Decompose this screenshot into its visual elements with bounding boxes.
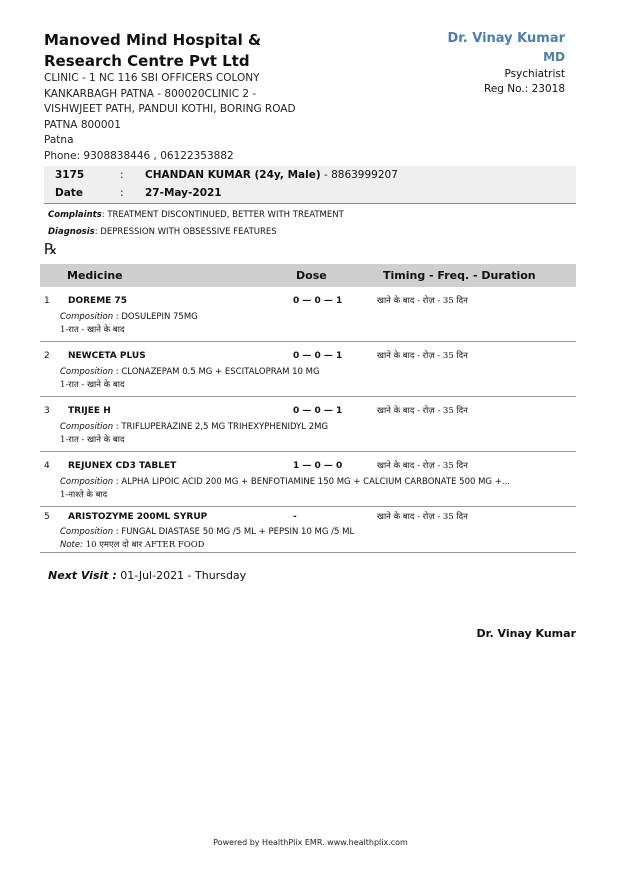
composition-label: Composition: [60, 367, 114, 377]
medicine-number: 3: [44, 406, 50, 416]
address-line: Patna: [44, 134, 74, 146]
composition-label: Composition: [60, 312, 114, 322]
medicine-note: 1-नाश्ते के बाद: [60, 490, 108, 500]
address-line: CLINIC - 1 NC 116 SBI OFFICERS COLONY: [44, 72, 260, 84]
date-label: Date: [55, 187, 83, 199]
medicine-row: [40, 507, 576, 553]
footer-powered-by: Powered by HealthPlix EMR. www.healthplix.com: [213, 838, 408, 847]
doctor-degree: MD: [543, 50, 565, 64]
complaints-label: Complaints: [48, 210, 102, 220]
composition-label: Composition: [60, 422, 114, 432]
medicine-row: [40, 452, 576, 507]
next-visit-value: 01-Jul-2021 - Thursday: [116, 569, 247, 582]
next-visit: [48, 569, 246, 582]
complaints-text: : TREATMENT DISCONTINUED, BETTER WITH TREATMENT: [101, 210, 344, 220]
medicine-number: 4: [44, 461, 50, 471]
diagnosis-line: [48, 227, 277, 237]
patient-id: 3175: [55, 169, 85, 181]
medicine-note: 1-रात - खाने के बाद: [60, 380, 125, 390]
visit-date: 27-May-2021: [145, 187, 222, 199]
date-row: [44, 187, 576, 204]
note-text: 10 एमएल दो बार AFTER FOOD: [83, 540, 205, 550]
composition-label: Composition: [60, 527, 114, 537]
medicine-name: DOREME 75: [68, 296, 127, 306]
hospital-address: [44, 71, 344, 164]
note-label: Note:: [60, 540, 83, 550]
composition-text: : TRIFLUPERAZINE 2,5 MG TRIHEXYPHENIDYL 2MG: [113, 422, 329, 432]
medicine-timing: खाने के बाद - रोज़ - 35 दिन: [377, 512, 468, 522]
medicine-composition: [60, 477, 510, 487]
medicine-dose: 0 — 0 — 1: [293, 296, 343, 306]
medicine-note: [60, 539, 204, 550]
composition-text: : DOSULEPIN 75MG: [113, 312, 198, 322]
address-line: VISHWJEET PATH, PANDUI KOTHI, BORING ROAD: [44, 103, 296, 115]
patient-name: CHANDAN KUMAR (24y, Male): [145, 169, 321, 181]
address-line: PATNA 800001: [44, 118, 121, 131]
diagnosis-text: : DEPRESSION WITH OBSESSIVE FEATURES: [94, 227, 277, 237]
medicine-table-header: [40, 264, 576, 287]
medicine-name: NEWCETA PLUS: [68, 351, 146, 361]
medicine-dose: 0 — 0 — 1: [293, 351, 343, 361]
medicine-composition: [60, 367, 320, 377]
medicine-number: 5: [44, 512, 50, 522]
medicine-timing: खाने के बाद - रोज़ - 35 दिन: [377, 461, 468, 471]
patient-row: [44, 169, 576, 186]
medicine-note: 1-रात - खाने के बाद: [60, 435, 125, 445]
medicine-timing: खाने के बाद - रोज़ - 35 दिन: [377, 406, 468, 416]
patient-name-line: [145, 169, 398, 181]
separator: :: [120, 169, 124, 181]
medicine-dose: 1 — 0 — 0: [293, 461, 343, 471]
medicine-number: 1: [44, 296, 50, 306]
medicine-composition: [60, 527, 354, 537]
medicine-composition: [60, 312, 198, 322]
header-dose: Dose: [296, 269, 327, 282]
medicine-number: 2: [44, 351, 50, 361]
medicine-dose: 0 — 0 — 1: [293, 406, 343, 416]
medicine-row: [40, 397, 576, 452]
doctor-reg-no: Reg No.: 23018: [484, 83, 565, 95]
medicine-row: [40, 342, 576, 397]
medicine-dose: -: [293, 512, 297, 522]
patient-info-box: [44, 166, 576, 204]
medicine-name: TRIJEE H: [68, 406, 111, 416]
composition-text: : FUNGAL DIASTASE 50 MG /5 ML + PEPSIN 10 MG /5 ML: [113, 527, 355, 537]
doctor-block: [447, 31, 565, 95]
doctor-name: Dr. Vinay Kumar: [447, 31, 565, 46]
header-timing: Timing - Freq. - Duration: [383, 269, 536, 282]
medicine-note: 1-रात - खाने के बाद: [60, 325, 125, 335]
medicine-name: ARISTOZYME 200ML SYRUP: [68, 512, 208, 522]
separator: :: [120, 187, 124, 199]
medicine-composition: [60, 422, 328, 432]
diagnosis-label: Diagnosis: [48, 227, 95, 237]
address-line: KANKARBAGH PATNA - 800020CLINIC 2 -: [44, 87, 257, 100]
doctor-signature-name: Dr. Vinay Kumar: [476, 627, 576, 640]
medicine-timing: खाने के बाद - रोज़ - 35 दिन: [377, 351, 468, 361]
medicine-row: [40, 287, 576, 342]
hospital-phone: Phone: 9308838446 , 06122353882: [44, 149, 234, 162]
rx-symbol: ℞: [44, 240, 58, 258]
next-visit-label: Next Visit :: [48, 569, 117, 582]
complaints-line: [48, 210, 344, 220]
composition-text: : CLONAZEPAM 0.5 MG + ESCITALOPRAM 10 MG: [113, 367, 320, 377]
header-medicine: Medicine: [67, 269, 123, 282]
patient-phone: - 8863999207: [320, 169, 398, 181]
doctor-specialty: Psychiatrist: [504, 68, 565, 80]
hospital-name: Manoved Mind Hospital & Research Centre Pvt Ltd: [44, 31, 262, 70]
medicine-name: REJUNEX CD3 TABLET: [68, 461, 177, 471]
medicine-timing: खाने के बाद - रोज़ - 35 दिन: [377, 296, 468, 306]
composition-label: Composition: [60, 477, 114, 487]
composition-text: : ALPHA LIPOIC ACID 200 MG + BENFOTIAMINE 150 MG + CALCIUM CARBONATE 500 MG +...: [113, 477, 510, 487]
